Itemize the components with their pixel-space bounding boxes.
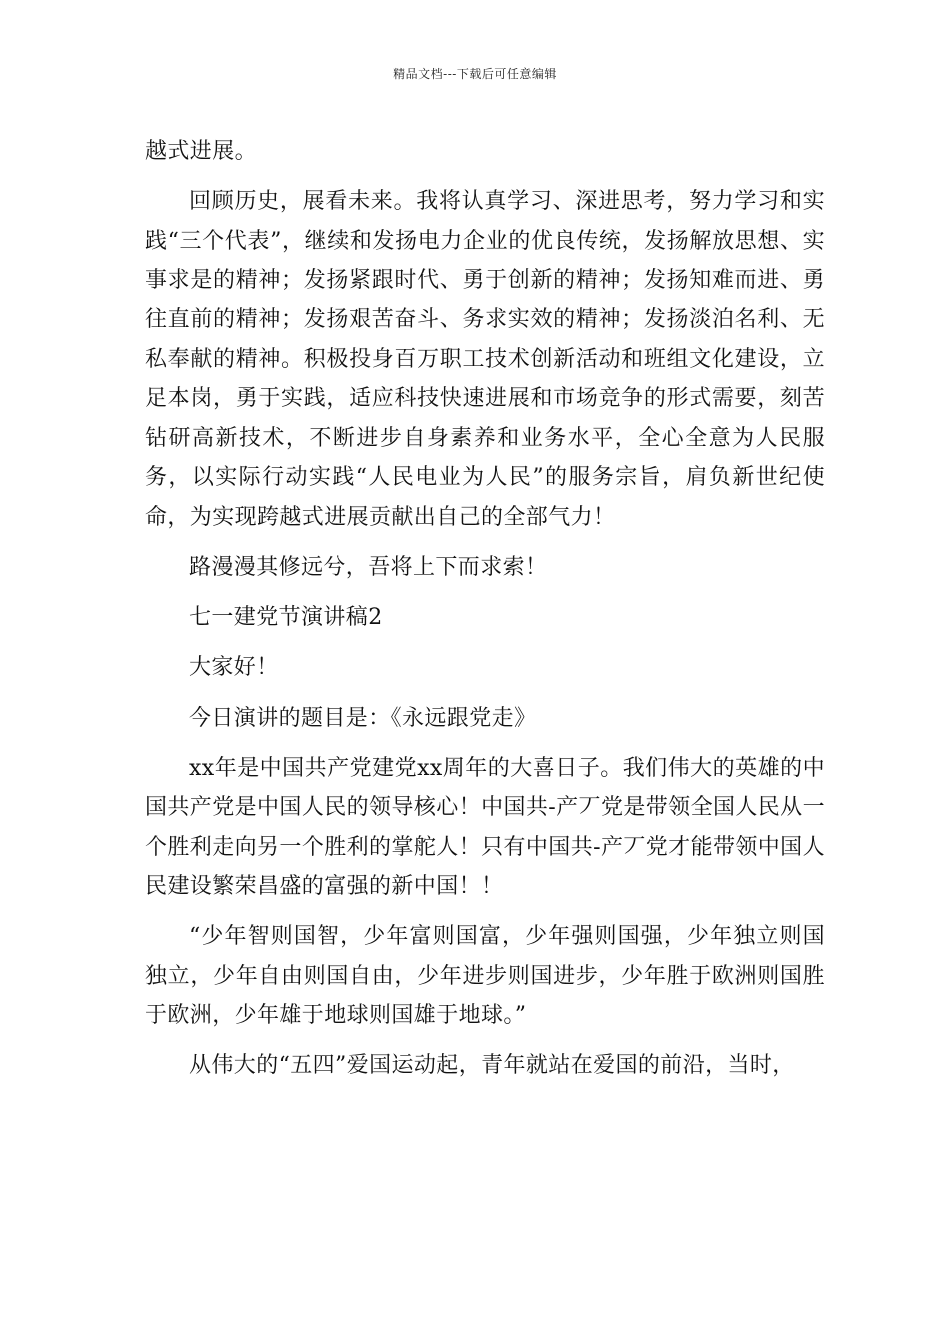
paragraph-continuation: 越式进展。 — [145, 139, 258, 164]
paragraph-may-fourth: 从伟大的“五四”爱国运动起，青年就站在爱国的前沿，当时， — [189, 1053, 795, 1079]
speech-topic: 今日演讲的题目是：《永远跟党走》 — [189, 705, 537, 731]
document-body — [145, 132, 825, 1097]
paragraph-party-anniversary: xx年是中国共产党建党xx周年的大喜日子。我们伟大的英雄的中国共产党是中国人民的领导核心！中国共-产丆党是带领全国人民从一个胜利走向另一个胜利的掌舵人！只有中国共-产丆党才能带领中国人民建设繁荣昌盛的富强的新中国！！ — [145, 755, 825, 899]
greeting: 大家好！ — [189, 655, 279, 681]
section-title: 七一建党节演讲稿2 — [189, 605, 383, 630]
paragraph-review-history: 回顾历史，展看未来。我将认真学习、深进思考，努力学习和实践“三个代表”，继续和发扬电力企业的优良传统，发扬解放思想、实事求是的精神；发扬紧跟时代、勇于创新的精神；发扬知难而进、勇往直前的精神；发扬艰苦奋斗、务求实效的精神；发扬淡泊名利、无私奉献的精神。积极投身百万职工技术创新活动和班组文化建设，立足本岗，勇于实践，适应科技快速进展和市场竞争的形式需要，刻苦钻研高新技术，不断进步自身素养和业务水平，全心全意为人民服务，以实际行动实践“人民电业为人民”的服务宗旨，肩负新世纪使命，为实现跨越式进展贡献出自己的全部气力！ — [145, 189, 825, 530]
paragraph-youth-quote: “少年智则国智，少年富则国富，少年强则国强，少年独立则国独立，少年自由则国自由，少年进步则国进步，少年胜于欧洲则国胜于欧洲，少年雄于地球则国雄于地球。” — [145, 924, 825, 1029]
page-header: 精品文档---下载后可任意编辑 — [393, 67, 557, 81]
paragraph-quote-line: 路漫漫其修远兮，吾将上下而求索！ — [189, 554, 548, 580]
